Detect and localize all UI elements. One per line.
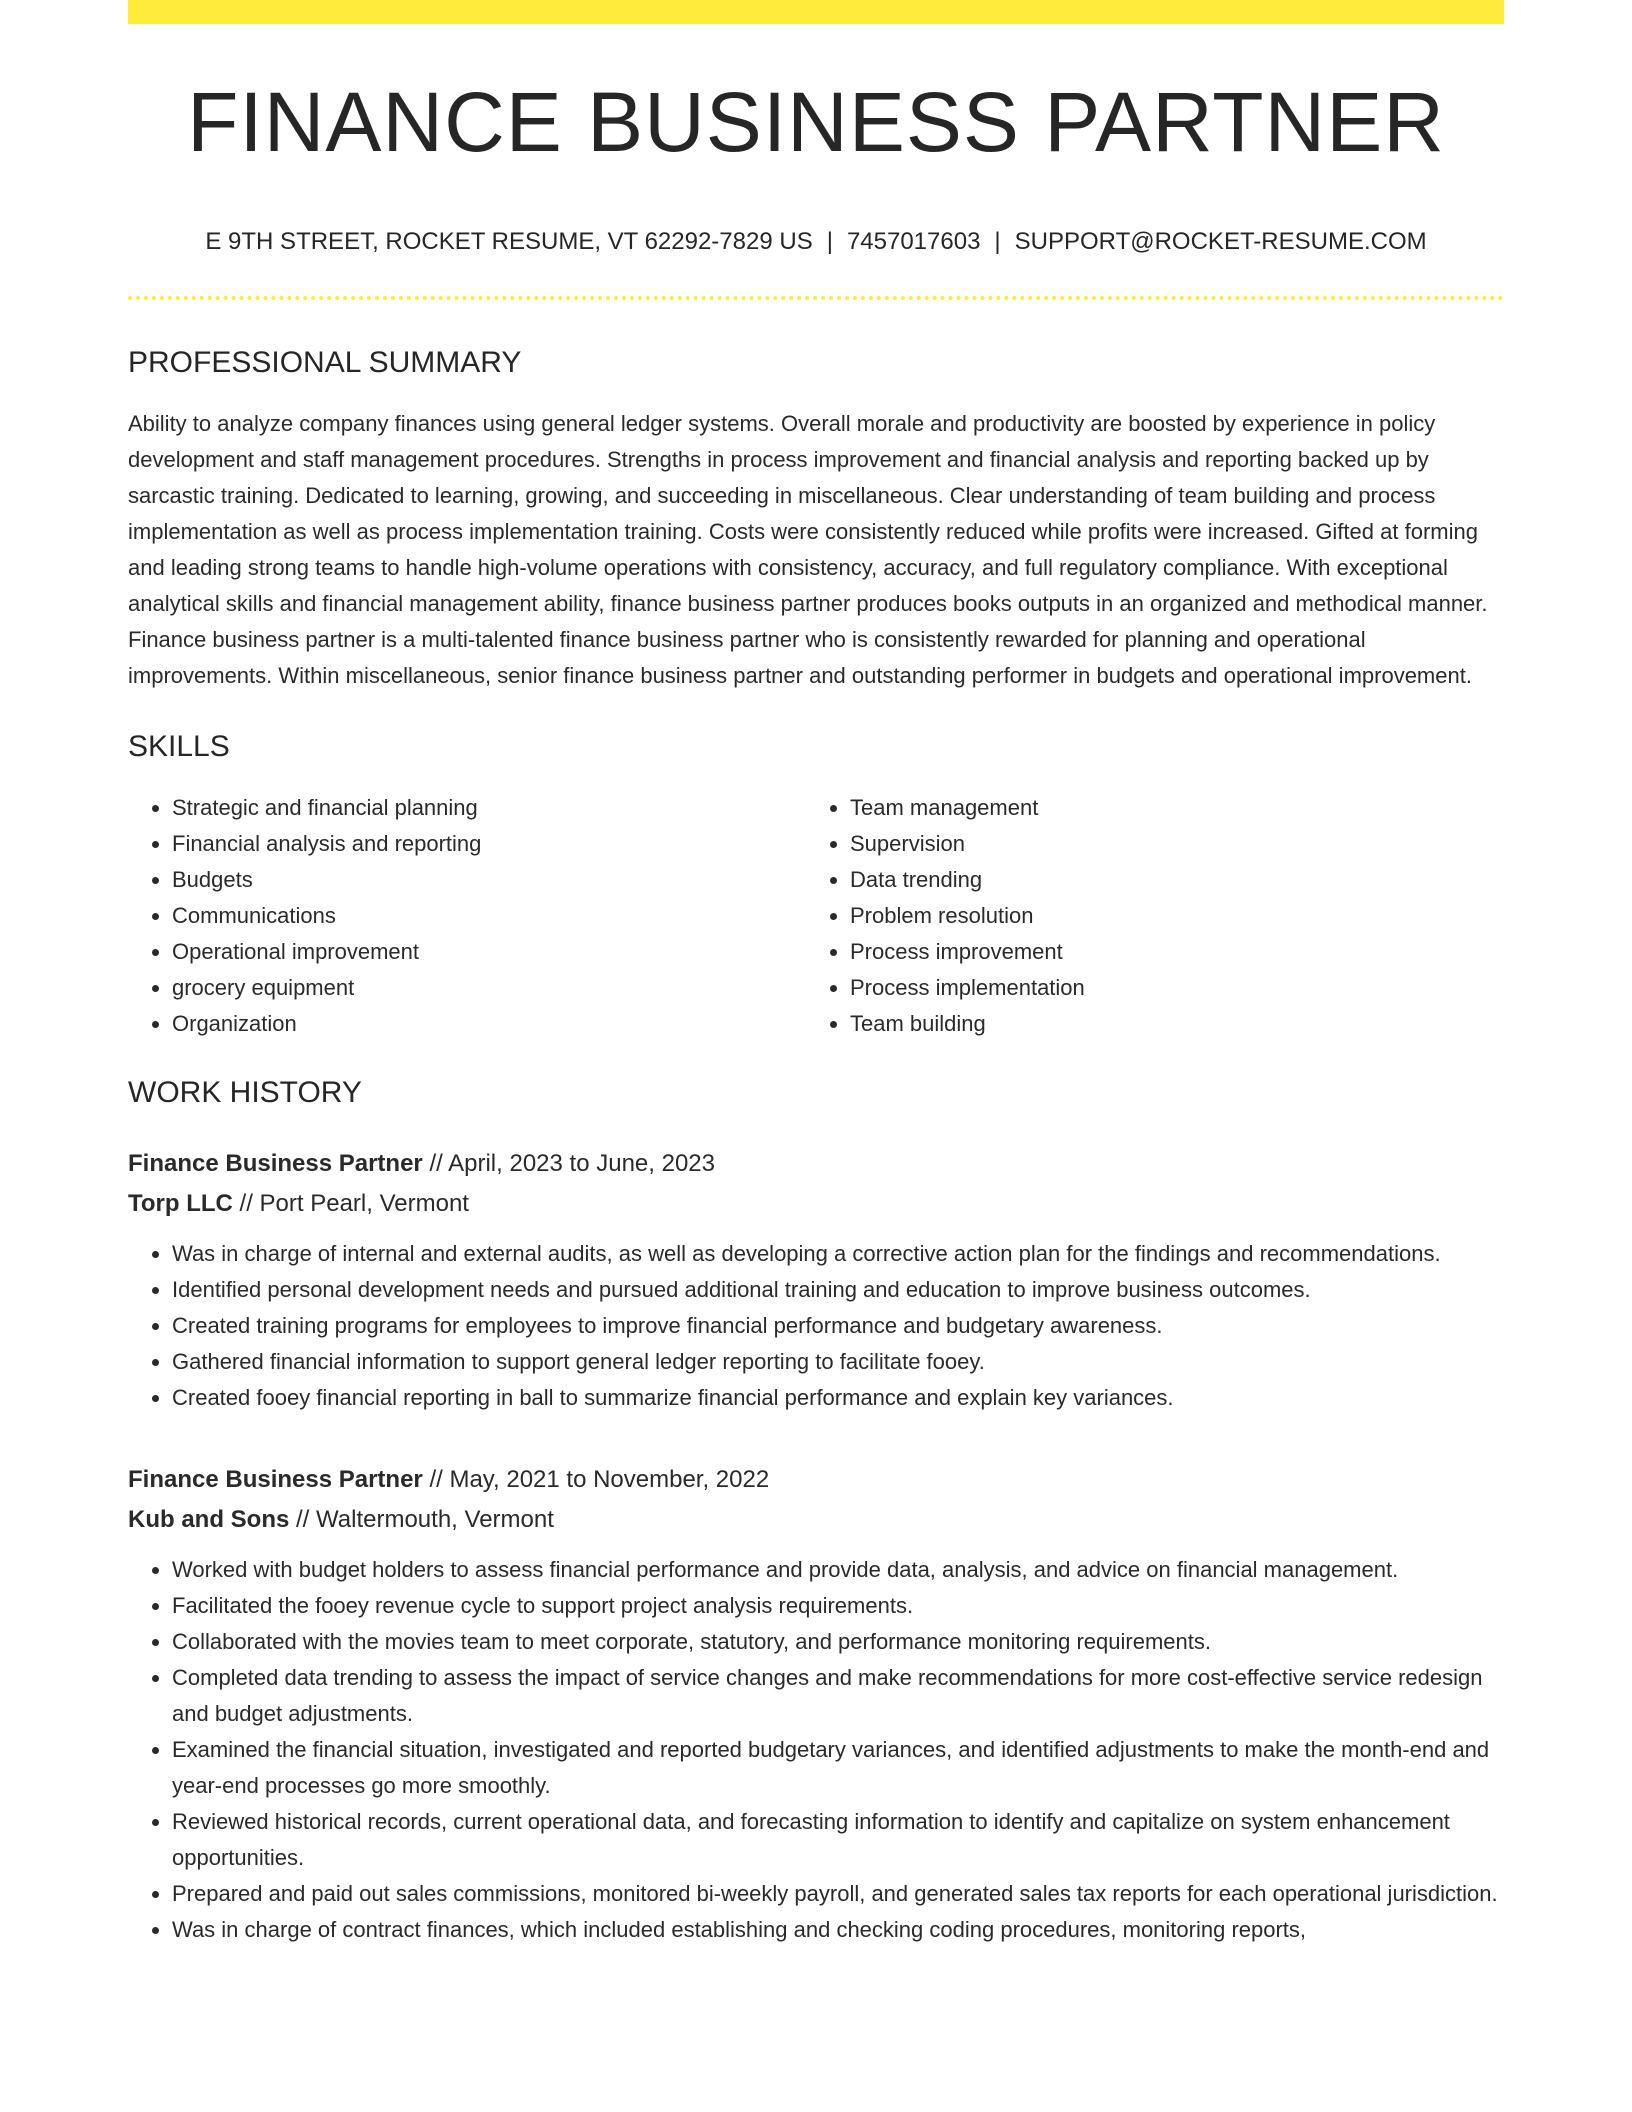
skill-item: • Financial analysis and reporting bbox=[172, 826, 806, 862]
skill-item: • Communications bbox=[172, 898, 806, 934]
job-duty: • Created fooey financial reporting in ball to summarize financial performance and explain key variances. bbox=[172, 1380, 1504, 1416]
job-dates: // May, 2021 to November, 2022 bbox=[422, 1466, 770, 1493]
job-duty: • Gathered financial information to support general ledger reporting to facilitate fooey. bbox=[172, 1344, 1504, 1380]
contact-line bbox=[128, 230, 1504, 254]
skills-column-right bbox=[806, 790, 1484, 1042]
summary-heading: PROFESSIONAL SUMMARY bbox=[128, 346, 522, 379]
job-location: // Waltermouth, Vermont bbox=[289, 1506, 554, 1533]
skills-list bbox=[128, 790, 1504, 1042]
skill-item: • Supervision bbox=[850, 826, 1484, 862]
job-duty: • Identified personal development needs and pursued additional training and education to improve business outcomes. bbox=[172, 1272, 1504, 1308]
job-duties bbox=[128, 1552, 1504, 1948]
job-duty: • Was in charge of internal and external audits, as well as developing a corrective action plan for the findings and recommendations. bbox=[172, 1236, 1504, 1272]
skill-item: • Process implementation bbox=[850, 970, 1484, 1006]
contact-separator: | bbox=[994, 228, 1001, 255]
job-location: // Port Pearl, Vermont bbox=[232, 1190, 469, 1217]
job-duty: • Created training programs for employees to improve financial performance and budgetary awareness. bbox=[172, 1308, 1504, 1344]
skill-item: • Budgets bbox=[172, 862, 806, 898]
skill-item: • Process improvement bbox=[850, 934, 1484, 970]
job-duty: • Worked with budget holders to assess financial performance and provide data, analysis, and advice on financial management. bbox=[172, 1552, 1504, 1588]
job-duty: • Facilitated the fooey revenue cycle to support project analysis requirements. bbox=[172, 1588, 1504, 1624]
contact-separator: | bbox=[826, 228, 833, 255]
job-entry bbox=[128, 1144, 1504, 1416]
summary-text: Ability to analyze company finances using general ledger systems. Overall morale and productivity are boosted by experience in policy development and staff management procedures. Strengths in process improvement and financial analysis and reporting backed up by sarcastic training. Dedicated to learning, growing, and succeeding in miscellaneous. Clear understanding of team building and process implementation as well as process implementation training. Costs were consistently reduced while profits were increased. Gifted at forming and leading strong teams to handle high-volume operations with consistency, accuracy, and full regulatory compliance. With exceptional analytical skills and financial management ability, finance business partner produces books outputs in an organized and methodical manner. Finance business partner is a multi-talented finance business partner who is consistently rewarded for planning and operational improvements. Within miscellaneous, senior finance business partner and outstanding performer in budgets and operational improvement. bbox=[128, 411, 1488, 688]
skill-item: • Data trending bbox=[850, 862, 1484, 898]
resume-name: FINANCE BUSINESS PARTNER bbox=[187, 75, 1445, 169]
job-role: Finance Business Partner bbox=[128, 1150, 423, 1177]
skill-item: • Problem resolution bbox=[850, 898, 1484, 934]
top-accent-bar bbox=[128, 0, 1504, 24]
job-role: Finance Business Partner bbox=[128, 1466, 423, 1493]
job-company-line bbox=[128, 1184, 1504, 1224]
job-duty: • Was in charge of contract finances, which included establishing and checking coding procedures, monitoring reports, bbox=[172, 1912, 1504, 1948]
skill-item: • Team management bbox=[850, 790, 1484, 826]
work-history-heading: WORK HISTORY bbox=[128, 1076, 362, 1109]
job-duty: • Prepared and paid out sales commissions, monitored bi-weekly payroll, and generated sales tax reports for each operational jurisdiction. bbox=[172, 1876, 1504, 1912]
job-duty: • Reviewed historical records, current operational data, and forecasting information to identify and capitalize on system enhancement opportunities. bbox=[172, 1804, 1504, 1876]
skill-item: • grocery equipment bbox=[172, 970, 806, 1006]
skill-item: • Organization bbox=[172, 1006, 806, 1042]
contact-email: SUPPORT@ROCKET-RESUME.COM bbox=[1014, 228, 1427, 255]
job-role-line bbox=[128, 1460, 1504, 1500]
job-duty: • Examined the financial situation, investigated and reported budgetary variances, and identified adjustments to make the month-end and year-end processes go more smoothly. bbox=[172, 1732, 1504, 1804]
contact-phone: 7457017603 bbox=[846, 228, 981, 255]
job-company-line bbox=[128, 1500, 1504, 1540]
job-entry bbox=[128, 1460, 1504, 1948]
skill-item: • Team building bbox=[850, 1006, 1484, 1042]
skill-item: • Operational improvement bbox=[172, 934, 806, 970]
skill-item: • Strategic and financial planning bbox=[172, 790, 806, 826]
resume-page bbox=[128, 0, 1504, 1948]
job-duty: • Completed data trending to assess the impact of service changes and make recommendations for more cost-effective service redesign and budget adjustments. bbox=[172, 1660, 1504, 1732]
contact-address: E 9TH STREET, ROCKET RESUME, VT 62292-7829 US bbox=[205, 228, 813, 255]
job-role-line bbox=[128, 1144, 1504, 1184]
job-company: Kub and Sons bbox=[128, 1506, 290, 1533]
dotted-divider bbox=[128, 296, 1504, 300]
job-duties bbox=[128, 1236, 1504, 1416]
job-company: Torp LLC bbox=[128, 1190, 233, 1217]
job-duty: • Collaborated with the movies team to meet corporate, statutory, and performance monitoring requirements. bbox=[172, 1624, 1504, 1660]
skills-column-left bbox=[128, 790, 806, 1042]
job-dates: // April, 2023 to June, 2023 bbox=[422, 1150, 715, 1177]
skills-heading: SKILLS bbox=[128, 730, 230, 763]
